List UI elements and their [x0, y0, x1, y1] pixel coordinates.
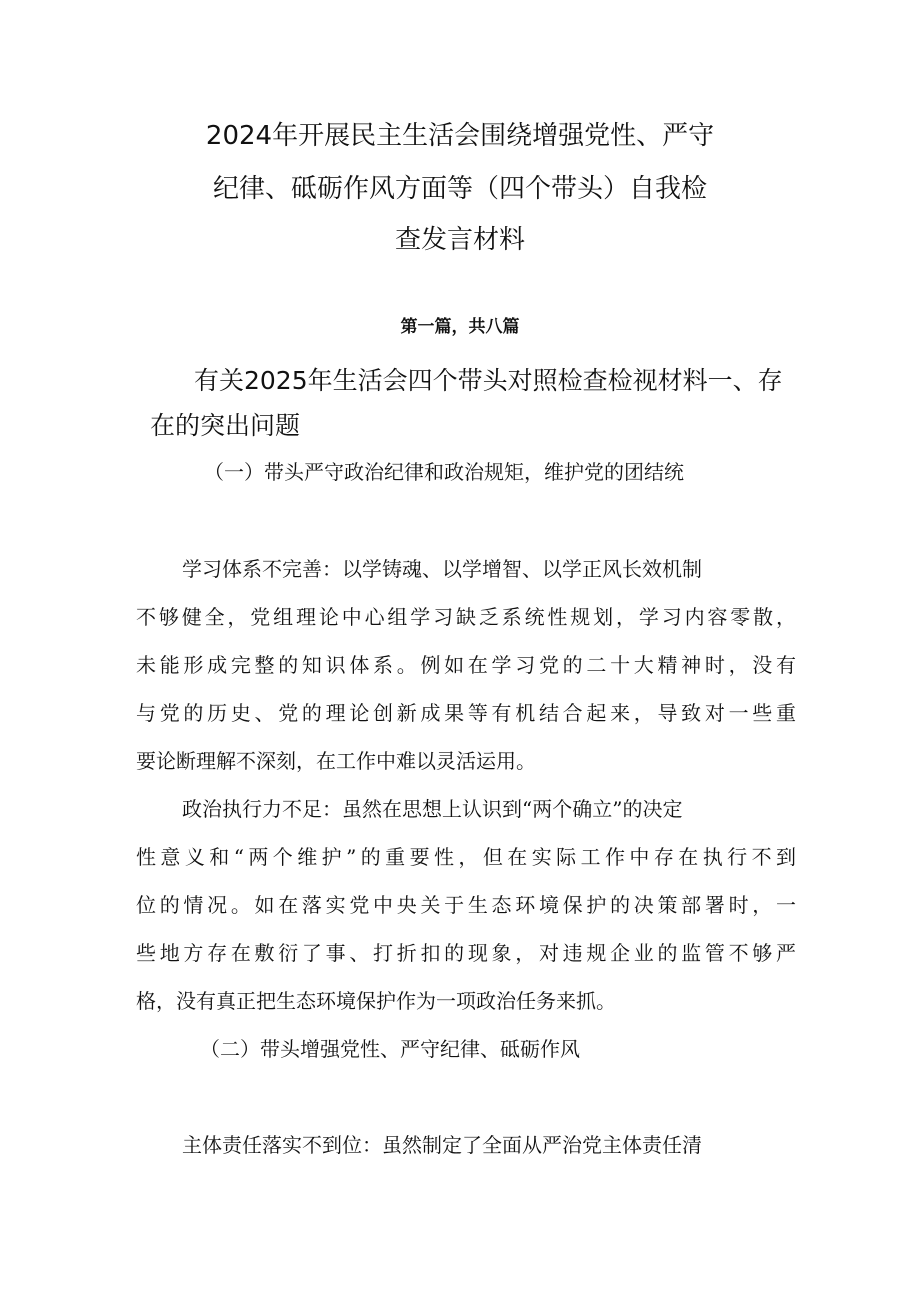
paragraph-2-line-2: 性意义和“两个维护”的重要性，但在实际工作中存在执行不到	[136, 845, 796, 869]
paragraph-1-line-1: 学习体系不完善：以学铸魂、以学增智、以学正风长效机制	[182, 557, 702, 581]
paragraph-1-line-3: 未能形成完整的知识体系。例如在学习党的二十大精神时，没有	[136, 653, 796, 677]
document-title-line-1: 2024年开展民主生活会围绕增强党性、严守	[205, 121, 715, 151]
paragraph-1-line-5: 要论断理解不深刻，在工作中难以灵活运用。	[136, 749, 536, 773]
part-label: 第一篇，共八篇	[400, 317, 520, 337]
section-heading-1: （一）带头严守政治纪律和政治规矩，维护党的团结统	[204, 460, 684, 484]
document-title-line-3: 查发言材料	[394, 225, 525, 255]
section-heading-2: （二）带头增强党性、严守纪律、砥砺作风	[200, 1037, 580, 1061]
paragraph-3-line-1: 主体责任落实不到位：虽然制定了全面从严治党主体责任清	[182, 1133, 702, 1157]
paragraph-1-line-2: 不够健全，党组理论中心组学习缺乏系统性规划，学习内容零散，	[136, 605, 796, 629]
paragraph-1-line-4: 与党的历史、党的理论创新成果等有机结合起来，导致对一些重	[136, 701, 796, 725]
paragraph-2-line-1: 政治执行力不足：虽然在思想上认识到“两个确立”的决定	[182, 797, 683, 821]
subtitle-line-1: 有关2025年生活会四个带头对照检查检视材料一、存	[194, 366, 783, 395]
document-title-line-2: 纪律、砥砺作风方面等（四个带头）自我检	[212, 174, 707, 204]
paragraph-2-line-3: 位的情况。如在落实党中央关于生态环境保护的决策部署时，一	[136, 893, 796, 917]
paragraph-2-line-5: 格，没有真正把生态环境保护作为一项政治任务来抓。	[136, 989, 616, 1013]
subtitle-line-2: 在的突出问题	[150, 411, 301, 440]
paragraph-2-line-4: 些地方存在敷衍了事、打折扣的现象，对违规企业的监管不够严	[136, 941, 796, 965]
